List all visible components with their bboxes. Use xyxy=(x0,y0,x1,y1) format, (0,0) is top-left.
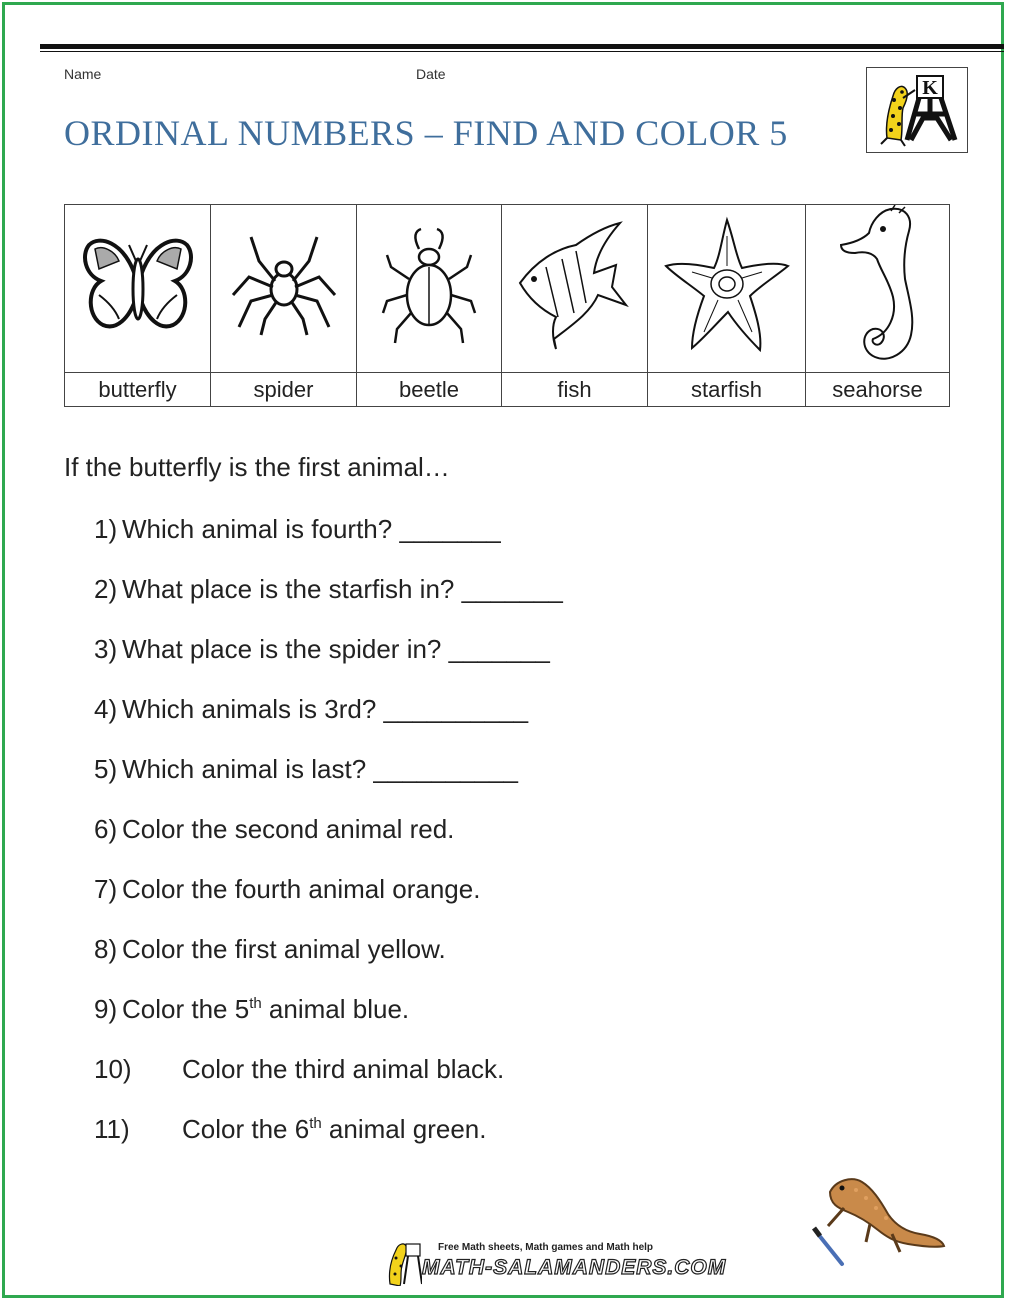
intro-text: If the butterfly is the first animal… xyxy=(64,452,450,482)
footer-site[interactable]: MATH-SALAMANDERS.COM xyxy=(422,1256,727,1279)
spider-icon xyxy=(229,231,339,341)
question-text: Color the second animal red. xyxy=(122,814,455,844)
footer-branding xyxy=(382,1240,727,1288)
question-number: 10) xyxy=(94,1054,132,1084)
question-item xyxy=(94,514,501,545)
starfish-icon xyxy=(662,216,792,356)
animal-cell xyxy=(502,205,648,373)
animal-name: spider xyxy=(211,373,357,407)
question-number: 6) xyxy=(94,814,118,844)
question-text: Color the third animal black. xyxy=(182,1054,505,1084)
animal-name: butterfly xyxy=(65,373,211,407)
question-text: Color the 5th animal blue. xyxy=(122,994,410,1024)
fish-icon xyxy=(516,221,634,351)
salamander-logo-icon xyxy=(867,68,967,152)
question-number: 7) xyxy=(94,874,118,904)
question-item xyxy=(94,814,454,845)
question-text: Color the first animal yellow. xyxy=(122,934,446,964)
question-number: 1) xyxy=(94,514,118,544)
question-item xyxy=(94,634,550,665)
question-text: Color the fourth animal orange. xyxy=(122,874,481,904)
beetle-icon xyxy=(379,227,479,345)
question-item xyxy=(94,994,409,1025)
salamander-illustration xyxy=(808,1168,948,1273)
question-number: 5) xyxy=(94,754,118,784)
animal-cell xyxy=(211,205,357,373)
name-label: Name xyxy=(64,66,102,82)
question-number: 4) xyxy=(94,694,118,724)
question-number: 2) xyxy=(94,574,118,604)
date-label: Date xyxy=(416,66,446,82)
question-text: Which animals is 3rd? __________ xyxy=(122,694,529,724)
question-text: What place is the starfish in? _______ xyxy=(122,574,563,604)
salamander-logo xyxy=(866,67,968,153)
ordinal-suffix: th xyxy=(249,995,262,1012)
question-item xyxy=(94,574,563,605)
question-text: Which animal is fourth? _______ xyxy=(122,514,501,544)
page-title: ORDINAL NUMBERS – FIND AND COLOR 5 xyxy=(64,113,788,153)
question-item xyxy=(94,1054,504,1085)
question-item xyxy=(94,874,480,905)
question-text: What place is the spider in? _______ xyxy=(122,634,550,664)
ordinal-suffix: th xyxy=(309,1115,322,1132)
question-item xyxy=(94,934,446,965)
question-number: 3) xyxy=(94,634,118,664)
salamander-painter-icon xyxy=(808,1168,948,1268)
question-number: 11) xyxy=(94,1114,130,1144)
header-rule xyxy=(40,44,1004,49)
animal-table xyxy=(64,204,950,407)
animal-cell xyxy=(648,205,806,373)
animal-name: seahorse xyxy=(806,373,950,407)
header-rule-thin xyxy=(40,51,1004,52)
footer-tagline: Free Math sheets, Math games and Math help xyxy=(438,1242,654,1253)
animal-cell xyxy=(806,205,950,373)
footer-logo-icon xyxy=(382,1240,422,1286)
logo-letter: K xyxy=(922,77,938,99)
question-item xyxy=(94,694,528,725)
question-text: Which animal is last? __________ xyxy=(122,754,519,784)
animal-name: fish xyxy=(502,373,648,407)
question-number: 9) xyxy=(94,994,118,1024)
animal-cell xyxy=(357,205,502,373)
question-number: 8) xyxy=(94,934,118,964)
animal-name: beetle xyxy=(357,373,502,407)
animal-name: starfish xyxy=(648,373,806,407)
animal-cell xyxy=(65,205,211,373)
question-item xyxy=(94,1114,486,1145)
question-item xyxy=(94,754,518,785)
question-text: Color the 6th animal green. xyxy=(182,1114,487,1144)
butterfly-icon xyxy=(79,231,197,341)
seahorse-icon xyxy=(833,205,923,367)
